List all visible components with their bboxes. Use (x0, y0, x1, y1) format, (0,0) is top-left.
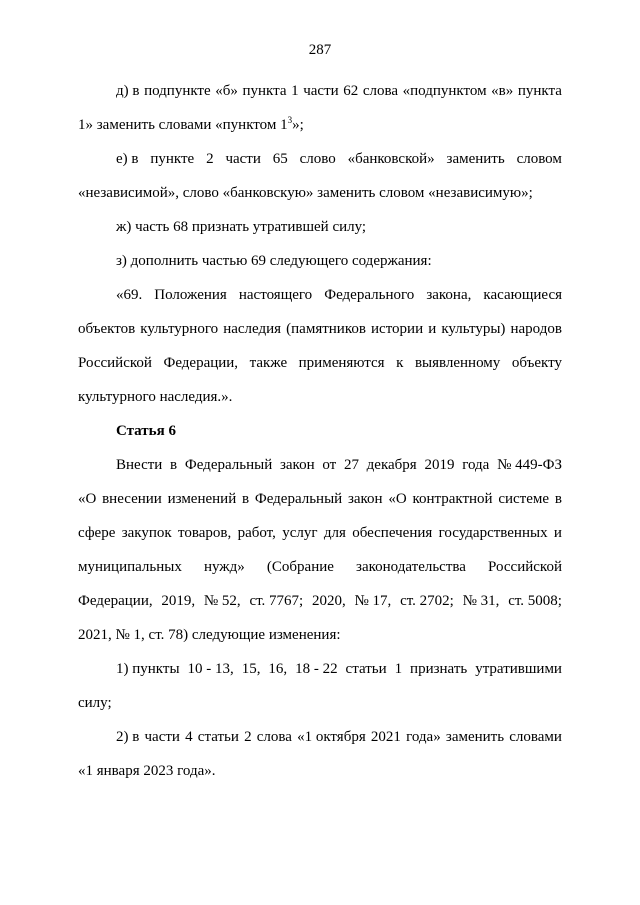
word: (памятников (286, 321, 366, 337)
word: Положения (154, 287, 227, 303)
word: статьи (345, 661, 387, 677)
word: Федеральный (184, 457, 273, 473)
word: наследия (223, 321, 282, 337)
word: 1 (394, 661, 403, 677)
word: слова (256, 729, 292, 745)
word: товаров, (178, 525, 232, 541)
word: 2019 (424, 457, 455, 473)
word: части (144, 729, 180, 745)
word: услуг (282, 525, 318, 541)
paragraph-z: з) дополнить частью 69 следующего содержания: (116, 253, 432, 269)
word: Федерации, (163, 355, 239, 371)
word: словами (509, 729, 562, 745)
justified-line (78, 482, 562, 516)
word: Федеральный (254, 491, 343, 507)
word: 2019, (161, 593, 196, 609)
justified-line (78, 652, 562, 686)
word: 2 (244, 729, 252, 745)
word: истории (371, 321, 424, 337)
word: слова (362, 83, 399, 99)
justified-line (78, 516, 562, 550)
word: «1 октября (297, 729, 366, 745)
word: обеспечения (352, 525, 433, 541)
justified-line (78, 142, 562, 176)
paragraph-e (78, 142, 562, 210)
word: системе (498, 491, 550, 507)
word: признать (410, 661, 468, 677)
word: контрактной (412, 491, 493, 507)
article-heading: Статья 6 (116, 423, 176, 439)
word: объекту (511, 355, 562, 371)
word: декабря (366, 457, 417, 473)
word: в (554, 491, 562, 507)
paragraph-quote-69 (78, 278, 562, 414)
word: «подпунктом (402, 83, 487, 99)
word: 65 (272, 151, 288, 167)
word: ст. 2702; (400, 593, 454, 609)
word: выявленному (414, 355, 501, 371)
word: 62 (343, 83, 359, 99)
word: «в» (491, 83, 514, 99)
paragraph-intro (78, 448, 562, 652)
text-line: культурного наследия.». (78, 389, 233, 405)
word: статьи (197, 729, 239, 745)
word: и (428, 321, 437, 337)
word: и (553, 525, 562, 541)
justified-line (78, 584, 562, 618)
word: «О (78, 491, 97, 507)
word: государственных (438, 525, 548, 541)
paragraph-zh: ж) часть 68 признать утратившей силу; (116, 219, 367, 235)
word: 2020, (311, 593, 346, 609)
word: 2 (206, 151, 214, 167)
word: закупок (121, 525, 172, 541)
word: (Собрание (266, 559, 334, 575)
word: 18 - 22 (295, 661, 338, 677)
justified-line (78, 312, 562, 346)
text-line: силу; (78, 695, 112, 711)
text-line: «1 января 2023 года». (78, 763, 216, 779)
word: культурного (140, 321, 219, 337)
word: ст. 7767; (249, 593, 304, 609)
text-fragment: 1» заменить словами «пунктом 1 (78, 117, 288, 133)
justified-line (78, 448, 562, 482)
word: изменений (167, 491, 237, 507)
word: года (462, 457, 490, 473)
paragraph-d (78, 74, 562, 142)
justified-line (78, 720, 562, 754)
word: «О (388, 491, 407, 507)
word: года» (406, 729, 441, 745)
word: касающиеся (483, 287, 562, 303)
word: сфере (78, 525, 116, 541)
justified-line (78, 550, 562, 584)
word: № 31, (462, 593, 500, 609)
word: словом (516, 151, 562, 167)
word: 1) пункты (116, 661, 180, 677)
document-body (78, 74, 562, 788)
word: 4 (185, 729, 193, 745)
word: пункта (517, 83, 562, 99)
word: Российской (78, 355, 152, 371)
word: 2021 (370, 729, 401, 745)
word: законодательства (356, 559, 466, 575)
justified-line (78, 346, 562, 380)
word: д) в (116, 83, 140, 99)
word: закона, (426, 287, 472, 303)
word: настоящего (238, 287, 313, 303)
word: № 17, (354, 593, 392, 609)
justified-line (78, 74, 562, 108)
word: № 52, (203, 593, 241, 609)
word: 15, (241, 661, 261, 677)
word: заменить (445, 729, 505, 745)
word: слово (299, 151, 336, 167)
justified-line (78, 278, 562, 312)
word: «69. (116, 287, 143, 303)
word: также (249, 355, 288, 371)
superscript: 3 (287, 115, 293, 125)
text-fragment: »; (292, 117, 304, 133)
word: муниципальных (78, 559, 182, 575)
word: Федерального (324, 287, 415, 303)
word: внесении (102, 491, 162, 507)
paragraph-item-1 (78, 652, 562, 720)
paragraph-item-2 (78, 720, 562, 788)
page-number: 287 (308, 42, 332, 58)
word: 16, (268, 661, 288, 677)
word: закон (347, 491, 383, 507)
word: № 449-ФЗ (497, 457, 562, 473)
text-line: «независимой», слово «банковскую» заменить словом «независимую»; (78, 185, 533, 201)
word: утратившими (475, 661, 562, 677)
word: 2) в (116, 729, 140, 745)
word: работ, (237, 525, 276, 541)
word: части (225, 151, 261, 167)
word: от (322, 457, 337, 473)
word: объектов (78, 321, 136, 337)
word: пункта (242, 83, 287, 99)
word: ст. 5008; (508, 593, 562, 609)
word: нужд» (203, 559, 245, 575)
word: Федерации, (78, 593, 153, 609)
word: 10 - 13, (187, 661, 234, 677)
word: Внести (116, 457, 163, 473)
word: 27 (343, 457, 359, 473)
word: Российской (488, 559, 562, 575)
word: народов (510, 321, 562, 337)
word: культуры) (441, 321, 506, 337)
word: заменить (446, 151, 505, 167)
word: для (323, 525, 346, 541)
word: 1 (291, 83, 299, 99)
word: подпункте (144, 83, 211, 99)
word: «банковской» (347, 151, 435, 167)
word: к (396, 355, 404, 371)
word: «б» (215, 83, 238, 99)
word: пункте (150, 151, 195, 167)
word: в (170, 457, 178, 473)
word: части (303, 83, 339, 99)
word: закон (279, 457, 315, 473)
word: в (242, 491, 250, 507)
text-line (78, 108, 562, 142)
word: е) в (116, 151, 139, 167)
text-line: 2021, № 1, ст. 78) следующие изменения: (78, 627, 341, 643)
word: применяются (298, 355, 385, 371)
